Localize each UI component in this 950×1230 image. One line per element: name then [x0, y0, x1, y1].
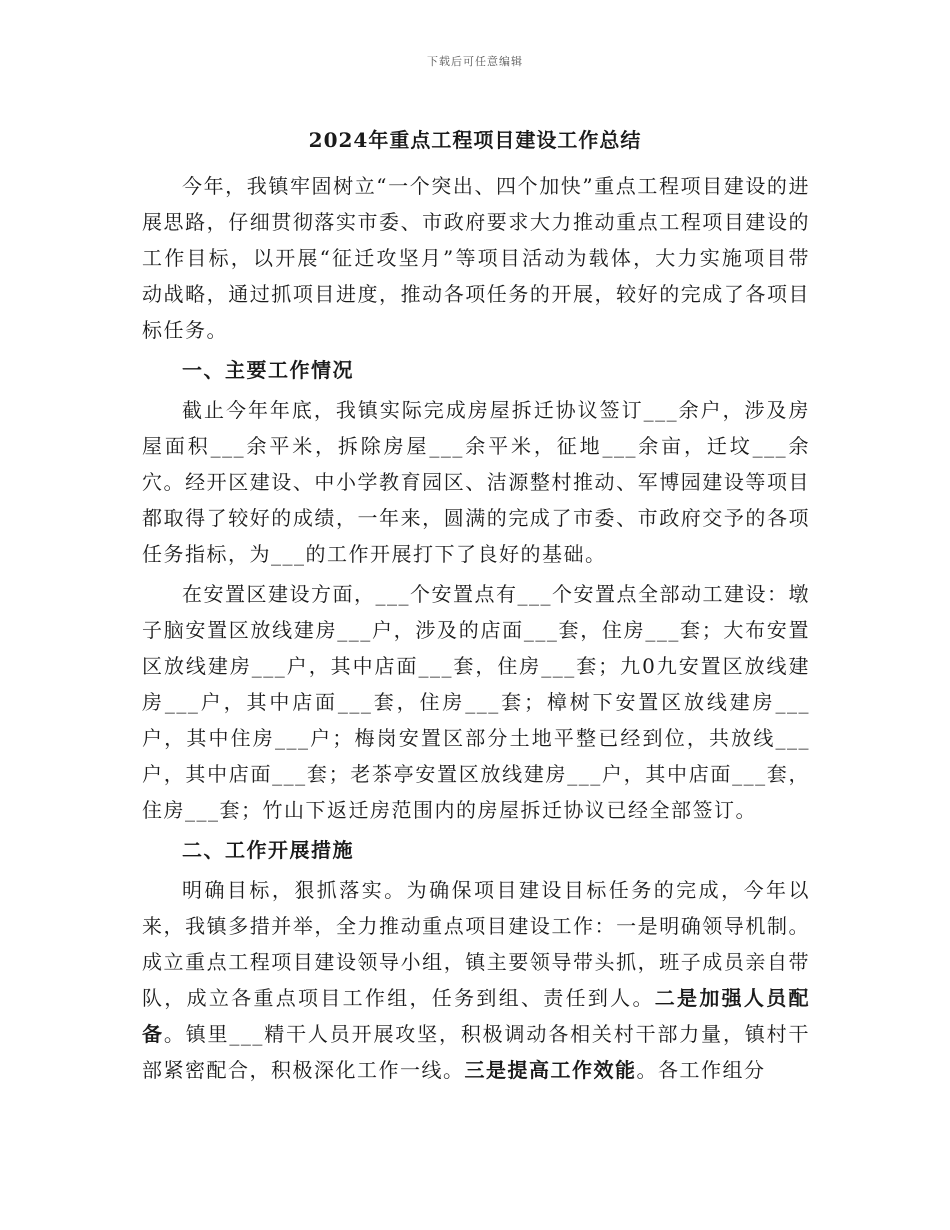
document-title: 2024年重点工程项目建设工作总结: [308, 128, 642, 152]
main-work-paragraph-2: 在安置区建设方面，___个安置点有___个安置点全部动工建设：墩子脑安置区放线建房___户，涉及的店面___套，住房___套；大布安置区放线建房___户，其中店面___套，住房___套；九0九安置区放线建房___户，其中店面___套，住房___套；樟树下安置区放线建房___户，其中住房___户；梅岗安置区部分土地平整已经到位，共放线___户，其中店面___套；老茶亭安置区放线建房___户，其中店面___套，住房___套；竹山下返迁房范围内的房屋拆迁协议已经全部签订。: [142, 582, 810, 822]
main-work-paragraph-1: 截止今年年底，我镇实际完成房屋拆迁协议签订___余户，涉及房屋面积___余平米，拆除房屋___余平米，征地___余亩，迁坟___余穴。经开区建设、中小学教育园区、洁源整村推动、军博园建设等项目都取得了较好的成绩，一年来，圆满的完成了市委、市政府交予的各项任务指标，为___的工作开展打下了良好的基础。: [142, 398, 810, 566]
intro-paragraph: 今年，我镇牢固树立“一个突出、四个加快”重点工程项目建设的进展思路，仔细贯彻落实市委、市政府要求大力推动重点工程项目建设的工作目标，以开展“征迁攻坚月”等项目活动为载体，大力实施项目带动战略，通过抓项目进度，推动各项任务的开展，较好的完成了各项目标任务。: [142, 174, 810, 342]
measures-bold-staffing: 二是加强人员配备: [142, 986, 811, 1046]
section-heading-measures: 二、工作开展措施: [182, 838, 354, 862]
document-body: [142, 168, 810, 1092]
header-note: 下载后可任意编辑: [427, 55, 523, 68]
measures-text-1: 明确目标，狠抓落实。为确保项目建设目标任务的完成，今年以来，我镇多措并举，全力推动重点项目建设工作：一是明确领导机制。成立重点工程项目建设领导小组，镇主要领导带头抓，班子成员亲自带队，成立各重点项目工作组，任务到组、责任到人。: [142, 878, 810, 1010]
measures-text-2: 。镇里___精干人员开展攻坚，积极调动各相关村干部力量，镇村干部紧密配合，积极深化工作一线。: [142, 1022, 811, 1082]
measures-bold-efficiency: 三是提高工作效能: [464, 1058, 637, 1082]
measures-text-3: 。各工作组分: [636, 1058, 766, 1082]
section-heading-main-work: 一、主要工作情况: [182, 358, 354, 382]
measures-paragraph-1: [142, 872, 810, 1088]
